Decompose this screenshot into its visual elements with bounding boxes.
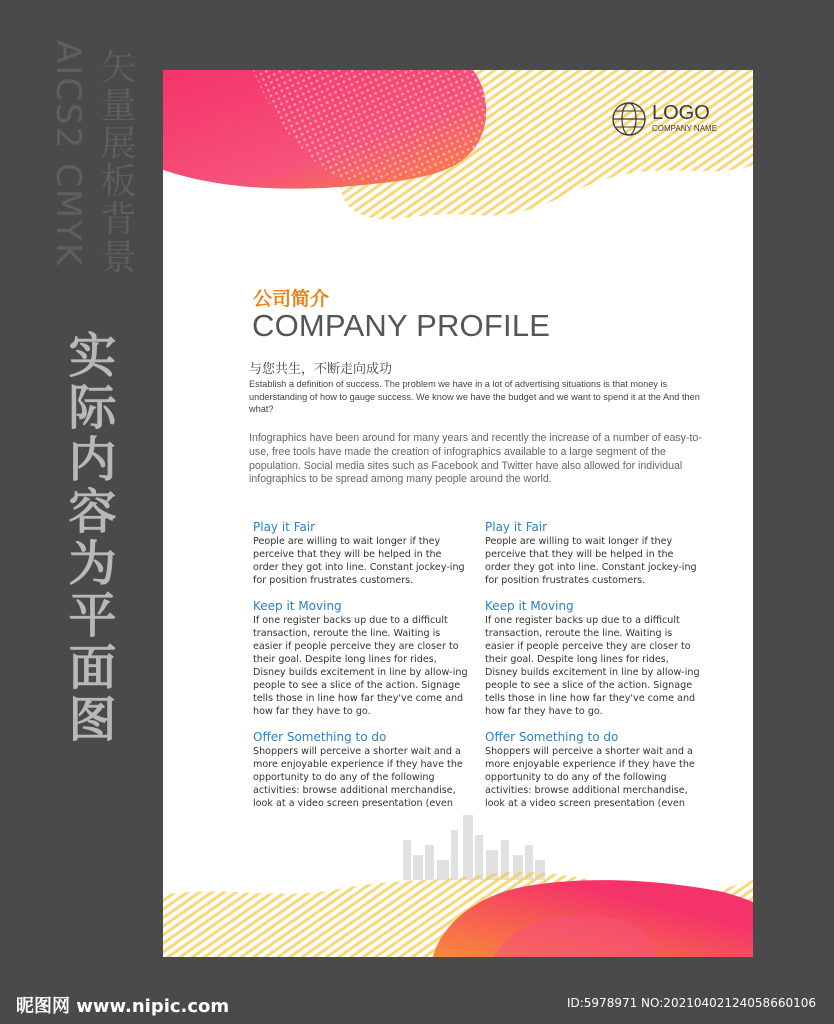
section-offer-something xyxy=(485,730,700,810)
section-heading: Offer Something to do xyxy=(485,730,619,744)
section-heading: Play it Fair xyxy=(253,520,316,534)
section-body: People are willing to wait longer if they perceive that they will be helped in the order they got into line. Constant jockey-ing for position frustrates customers. xyxy=(253,536,465,586)
section-keep-it-moving xyxy=(253,599,468,718)
chinese-title: 公司简介 xyxy=(253,288,330,310)
section-heading: Play it Fair xyxy=(485,520,548,534)
globe-icon xyxy=(610,100,648,138)
side-format-label: AICS2 CMYK xyxy=(48,40,88,268)
section-offer-something xyxy=(253,730,468,810)
section-body: Shoppers will perceive a shorter wait and a more enjoyable experience if they have the opportunity to do any of the following activities: browse additional merchandise, look at a video screen presentation (even xyxy=(485,746,695,809)
page-title: COMPANY PROFILE xyxy=(252,308,551,343)
side-title-thin: 矢量展板背景 xyxy=(95,48,136,276)
profile-page xyxy=(163,70,753,957)
section-body: If one register backs up due to a difficult transaction, reroute the line. Waiting is easier if people perceive they are closer to their goal. Despite long lines for rides, Disney builds excitement in line by allow-ing people to see a slice of the action. Signage tells those in line how far they've come and how far they have to go. xyxy=(253,615,468,717)
section-heading: Keep it Moving xyxy=(485,599,574,613)
section-heading: Keep it Moving xyxy=(253,599,342,613)
section-body: People are willing to wait longer if they perceive that they will be helped in the order they got into line. Constant jockey-ing for position frustrates customers. xyxy=(485,536,697,586)
intro-paragraph-1: Establish a definition of success. The problem we have in a lot of advertising situations is that money is understanding of how to gauge success. We know we have the budget and we want to spend it at the And then what? xyxy=(249,379,700,414)
watermark-id: ID:5978971 NO:20210402124058660106 xyxy=(566,996,816,1010)
intro-paragraph-2: Infographics have been around for many years and recently the increase of a number of easy-to-use, free tools have made the creation of infographics available to a large segment of the population. Social media sites such as Facebook and Twitter have also allowed for individual infographics to be spread among many people around the world. xyxy=(249,432,702,486)
watermark-site: 昵图网 www.nipic.com xyxy=(16,996,230,1017)
logo-text: LOGO xyxy=(652,102,710,124)
background-decoration xyxy=(163,70,753,957)
section-body: If one register backs up due to a difficult transaction, reroute the line. Waiting is easier if people perceive they are closer to their goal. Despite long lines for rides, Disney builds excitement in line by allow-ing people to see a slice of the action. Signage tells those in line how far they've come and how far they have to go. xyxy=(485,615,700,717)
company-logo xyxy=(610,100,730,140)
section-play-it-fair xyxy=(253,520,468,587)
section-keep-it-moving xyxy=(485,599,700,718)
section-body: Shoppers will perceive a shorter wait and a more enjoyable experience if they have the opportunity to do any of the following activities: browse additional merchandise, look at a video screen presentation (even xyxy=(253,746,463,809)
section-heading: Offer Something to do xyxy=(253,730,387,744)
city-skyline-graphic xyxy=(403,815,545,880)
side-title-bold: 实际内容为平面图 xyxy=(60,330,116,746)
section-play-it-fair xyxy=(485,520,700,587)
tagline: 与您共生，不断走向成功 xyxy=(249,362,393,377)
logo-company-name: COMPANY NAME xyxy=(652,124,718,133)
